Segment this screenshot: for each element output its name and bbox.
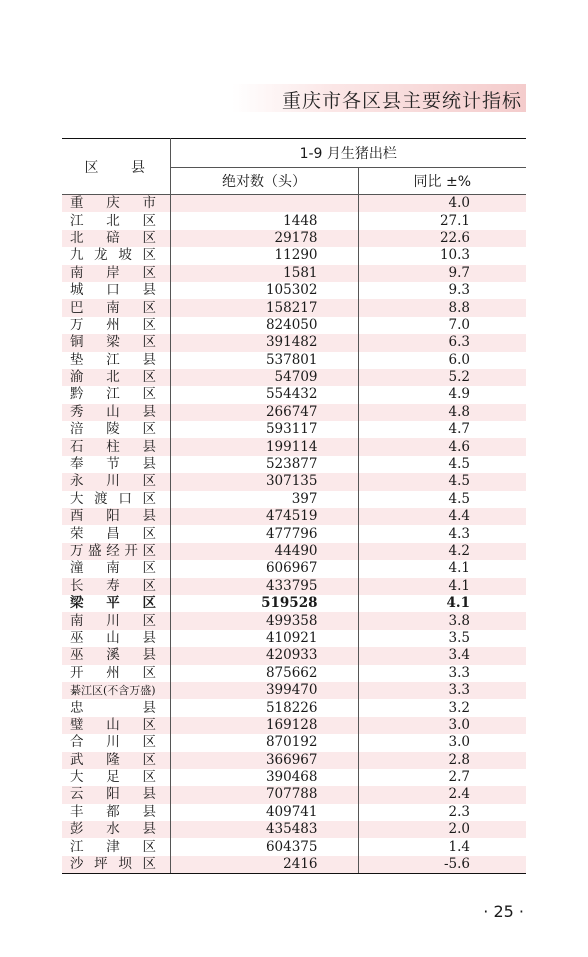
table-row [62,212,526,229]
district-name: 黔江区 [62,386,170,403]
table-row [62,265,526,282]
yoy-value: 4.0 [358,195,526,213]
yoy-value: 8.8 [358,299,526,316]
abs-value: 519528 [170,595,358,612]
yoy-value: 2.8 [358,752,526,769]
table-row [62,786,526,803]
yoy-value: 9.3 [448,282,471,299]
district-name: 武隆区 [62,752,170,769]
abs-value: 158217 [170,299,358,316]
table-row [62,665,526,682]
district-name: 石柱县 [62,438,170,455]
table-row [62,821,526,838]
yoy-value: 6.3 [358,334,526,351]
yoy-value: 4.5 [358,473,526,490]
district-name: 綦江区(不含万盛) [62,682,170,699]
yoy-value: 2.3 [448,803,471,820]
yoy-value: 7.0 [448,316,471,333]
table-row [62,456,526,473]
abs-value: 435483 [170,821,358,838]
district-name: 巫溪县 [62,647,170,664]
table-row [62,612,526,629]
district-name: 云阳县 [62,786,170,803]
district-name: 巴南区 [62,299,170,316]
table-row [62,560,526,577]
yoy-value: 3.4 [358,647,526,664]
abs-value: 604375 [170,838,358,855]
abs-value: 169128 [170,717,358,734]
yoy-column-header: 同比 ±% [358,168,526,195]
stats-table-wrap [62,138,526,874]
table-row [62,856,526,874]
table-row [62,752,526,769]
area-header: 区 县 [62,139,170,195]
yoy-value: 2.7 [448,769,471,786]
abs-value [170,195,358,213]
table-row [62,491,526,508]
yoy-value: 4.8 [358,404,526,421]
district-name: 江津区 [62,838,170,855]
abs-value: 870192 [170,734,358,751]
table-row [62,717,526,734]
abs-value: 537801 [170,352,358,369]
yoy-value: 4.1 [446,595,471,612]
stats-table [62,138,526,874]
abs-column-header: 绝对数（头） [170,168,358,195]
district-name: 城口县 [62,282,170,299]
abs-value: 54709 [170,369,358,386]
district-name: 永川区 [62,473,170,490]
district-name: 大渡口区 [62,491,170,508]
district-name: 潼南区 [62,560,170,577]
table-row [62,734,526,751]
table-row [62,838,526,855]
yoy-value: 9.7 [358,265,526,282]
yoy-value: 3.8 [358,612,526,629]
abs-value: 875662 [170,665,358,682]
table-row [62,682,526,699]
yoy-value: 2.0 [358,821,526,838]
abs-value: 266747 [170,404,358,421]
abs-value: 824050 [170,317,358,334]
district-name: 江北区 [62,212,170,229]
district-name: 北碚区 [62,230,170,247]
yoy-value: 3.5 [448,629,471,646]
yoy-value: 3.3 [358,682,526,699]
abs-value: 410921 [170,630,358,647]
district-name: 长寿区 [62,578,170,595]
abs-value: 391482 [170,334,358,351]
table-row [62,525,526,542]
district-name: 梁平区 [62,595,170,612]
district-name: 开州区 [62,665,170,682]
district-name: 合川区 [62,734,170,751]
page-title: 重庆市各区县主要统计指标 [281,90,522,112]
table-row [62,282,526,299]
table-row [62,647,526,664]
table-row [62,230,526,247]
abs-value: 420933 [170,647,358,664]
district-name: 酉阳县 [62,508,170,525]
abs-value: 390468 [170,769,358,786]
district-name: 渝北区 [62,369,170,386]
district-name: 南岸区 [62,265,170,282]
table-row [62,595,526,612]
yoy-value: 2.4 [358,786,526,803]
abs-value: 707788 [170,786,358,803]
yoy-value: 4.5 [448,490,471,507]
abs-value: 399470 [170,682,358,699]
abs-value: 105302 [170,282,358,299]
yoy-value: 4.1 [448,560,471,577]
table-row [62,438,526,455]
yoy-value: 3.0 [448,734,471,751]
table-row [62,543,526,560]
table-row [62,473,526,490]
table-row [62,404,526,421]
table-row [62,630,526,647]
abs-value: 199114 [170,438,358,455]
yoy-value: 27.1 [439,212,471,229]
abs-value: 477796 [170,525,358,542]
abs-value: 554432 [170,386,358,403]
abs-value: 499358 [170,612,358,629]
group-header: 1-9 月生猪出栏 [170,139,526,168]
district-name: 南川区 [62,612,170,629]
district-name: 铜梁区 [62,334,170,351]
table-row [62,578,526,595]
table-body [62,195,526,874]
table-row [62,317,526,334]
district-name: 九龙坡区 [62,247,170,264]
table-row [62,699,526,716]
abs-value: 11290 [170,247,358,264]
abs-value: 433795 [170,578,358,595]
table-row [62,195,526,213]
table-row [62,334,526,351]
abs-value: 409741 [170,804,358,821]
page-number: · 25 · [483,902,524,921]
abs-value: 593117 [170,421,358,438]
yoy-value: 3.2 [448,699,471,716]
district-name: 重庆市 [62,195,170,213]
table-row [62,352,526,369]
district-name: 丰都县 [62,804,170,821]
yoy-value: 3.0 [358,717,526,734]
yoy-value: 3.3 [448,664,471,681]
district-name: 璧山区 [62,717,170,734]
abs-value: 397 [170,491,358,508]
abs-value: 523877 [170,456,358,473]
yoy-value: 4.4 [358,508,526,525]
district-name: 涪陵区 [62,421,170,438]
table-row [62,299,526,316]
district-name: 忠县 [62,699,170,716]
district-name: 秀山县 [62,404,170,421]
yoy-value: 4.7 [448,421,471,438]
yoy-value: 4.1 [358,578,526,595]
yoy-value: 4.3 [448,525,471,542]
yoy-value: 6.0 [448,351,471,368]
district-name: 彭水县 [62,821,170,838]
yoy-value: 5.2 [358,369,526,386]
abs-value: 366967 [170,752,358,769]
district-name: 荣昌区 [62,525,170,542]
yoy-value: 10.3 [439,247,471,264]
district-name: 巫山县 [62,630,170,647]
abs-value: 2416 [170,856,358,874]
yoy-value: 22.6 [358,230,526,247]
yoy-value: 4.5 [448,456,471,473]
table-row [62,247,526,264]
abs-value: 606967 [170,560,358,577]
yoy-value: 4.9 [448,386,471,403]
district-name: 垫江县 [62,352,170,369]
table-row [62,369,526,386]
yoy-value: 4.2 [358,543,526,560]
district-name: 大足区 [62,769,170,786]
district-name: 万州区 [62,317,170,334]
district-name: 奉节县 [62,456,170,473]
abs-value: 307135 [170,473,358,490]
abs-value: 1581 [170,265,358,282]
yoy-value: 4.6 [358,438,526,455]
abs-value: 1448 [170,212,358,229]
table-row [62,804,526,821]
table-row [62,769,526,786]
abs-value: 29178 [170,230,358,247]
table-row [62,508,526,525]
district-name: 万盛经开区 [62,543,170,560]
district-name: 沙坪坝区 [62,856,170,874]
abs-value: 474519 [170,508,358,525]
abs-value: 44490 [170,543,358,560]
yoy-value: 1.4 [448,838,471,855]
abs-value: 518226 [170,699,358,716]
yoy-value: -5.6 [358,856,526,874]
table-row [62,421,526,438]
table-row [62,386,526,403]
